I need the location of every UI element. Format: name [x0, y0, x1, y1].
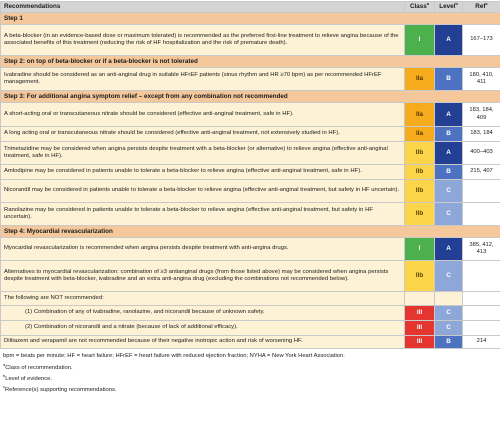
level-badge: B — [435, 127, 463, 142]
class-badge: III — [405, 336, 435, 349]
table-row — [1, 306, 500, 321]
step-title: Step 4: Myocardial revascularization — [1, 226, 500, 238]
step-header-1 — [1, 13, 500, 25]
reference-cell: 214 — [463, 336, 500, 349]
recommendation-text: Nicorandil may be considered in patients unable to tolerate a beta-blocker to relieve angina (effective anti-anginal treatment, but safety in HF uncertain). — [1, 180, 405, 203]
recommendation-text: (2) Combination of nicorandil and a nitrate (because of lack of additional efficacy). — [1, 321, 405, 336]
header-level: Level$^b$ — [435, 2, 463, 13]
table-row — [1, 127, 500, 142]
footnote-b: $^b$Level of evidence. — [3, 372, 52, 382]
reference-cell: 385, 412, 413 — [463, 238, 500, 261]
table-row — [1, 203, 500, 226]
recommendation-text: (1) Combination of any of ivabradine, ranolazine, and nicorandil because of unknown safety. — [1, 306, 405, 321]
reference-cell: 215, 407 — [463, 165, 500, 180]
step-header-3 — [1, 91, 500, 103]
recommendation-text: Trimetazidine may be considered when angina persists despite treatment with a beta-blocker (or alternative) to relieve angina (effective anti-anginal treatment, safe in HF). — [1, 142, 405, 165]
step-title: Step 1 — [1, 13, 500, 25]
level-badge: A — [435, 238, 463, 261]
class-badge: I — [405, 238, 435, 261]
class-badge: I — [405, 25, 435, 56]
table-row — [1, 103, 500, 127]
class-badge: IIa — [405, 127, 435, 142]
table-row — [1, 238, 500, 261]
level-badge: A — [435, 25, 463, 56]
table-footnotes — [0, 349, 500, 395]
class-badge: IIb — [405, 165, 435, 180]
reference-cell — [463, 292, 500, 306]
recommendation-text: Diltiazem and verapamil are not recommended because of their negative inotropic action and risk of worsening HF. — [1, 336, 405, 349]
level-badge: B — [435, 165, 463, 180]
level-badge: A — [435, 142, 463, 165]
step-header-2 — [1, 56, 500, 68]
reference-cell: 180, 410, 411 — [463, 68, 500, 91]
class-badge: IIb — [405, 261, 435, 292]
table-header-row — [1, 2, 500, 13]
reference-cell: 400–403 — [463, 142, 500, 165]
reference-cell — [463, 203, 500, 226]
step-title: Step 2: on top of beta-blocker or if a beta-blocker is not tolerated — [1, 56, 500, 68]
class-badge: IIa — [405, 103, 435, 127]
header-recommendations: Recommendations — [1, 2, 405, 13]
reference-cell: 183, 184 — [463, 127, 500, 142]
table-row — [1, 68, 500, 91]
table-row — [1, 142, 500, 165]
recommendation-text: Amlodipine may be considered in patients unable to tolerate a beta-blocker to relieve angina (effective anti-anginal treatment, safe in HF). — [1, 165, 405, 180]
class-badge: IIb — [405, 180, 435, 203]
class-badge: III — [405, 306, 435, 321]
recommendation-text: Ivabradine should be considered as an anti-anginal drug in suitable HFrEF patients (sinus rhythm and HR ≥70 bpm) as per recommended HFrEF management. — [1, 68, 405, 91]
reference-cell: 183, 184, 409 — [463, 103, 500, 127]
reference-cell: 167–173 — [463, 25, 500, 56]
level-badge: B — [435, 68, 463, 91]
abbreviations-note: bpm = beats per minute; HF = heart failure; HFrEF = heart failure with reduced ejection fraction; NYHA = New York Heart Association. — [3, 353, 345, 359]
recommendation-text: The following are NOT recommended: — [1, 292, 405, 306]
header-ref: Ref$^c$ — [463, 2, 500, 13]
footnote-c: $^c$Reference(s) supporting recommendations. — [3, 384, 117, 394]
recommendations-table — [0, 1, 500, 349]
level-badge: C — [435, 321, 463, 336]
class-cell-empty — [405, 292, 435, 306]
level-badge: C — [435, 180, 463, 203]
recommendation-text: A short-acting oral or transcutaneous nitrate should be considered (effective anti-anginal treatment, safe in HF). — [1, 103, 405, 127]
recommendation-text: Myocardial revascularization is recommended when angina persists despite treatment with anti-angina drugs. — [1, 238, 405, 261]
class-badge: IIb — [405, 142, 435, 165]
recommendation-text: A long acting oral or transcutaneous nitrate should be considered (effective anti-anginal treatment, not extensively studied in HF). — [1, 127, 405, 142]
recommendation-text: A beta-blocker (in an evidence-based dose or maximum tolerated) is recommended as the preferred first-line treatment to relieve angina because of the associated benefits of this treatment (reducing the risk of HF hospitalization and the risk of premature death). — [1, 25, 405, 56]
table-row — [1, 261, 500, 292]
level-badge: B — [435, 336, 463, 349]
reference-cell — [463, 261, 500, 292]
table-row — [1, 165, 500, 180]
table-row — [1, 292, 500, 306]
recommendation-text: Alternatives to myocardial revascularization: combination of ≥3 antianginal drugs (from those listed above) may be considered when angina persists despite treatment with beta-blocker, ivabradine and an extra anti-angina drug (excluding the combinations not recommended below). — [1, 261, 405, 292]
step-header-4 — [1, 226, 500, 238]
table-row — [1, 321, 500, 336]
step-title: Step 3: For additional angina symptom relief – except from any combination not recommended — [1, 91, 500, 103]
level-badge: C — [435, 306, 463, 321]
table-row — [1, 25, 500, 56]
level-cell-empty — [435, 292, 463, 306]
reference-cell — [463, 306, 500, 321]
class-badge: IIa — [405, 68, 435, 91]
header-class: Class$^a$ — [405, 2, 435, 13]
level-badge: C — [435, 203, 463, 226]
level-badge: C — [435, 261, 463, 292]
reference-cell — [463, 180, 500, 203]
table-row — [1, 336, 500, 349]
footnote-a: $^a$Class of recommendation. — [3, 361, 73, 371]
class-badge: IIb — [405, 203, 435, 226]
reference-cell — [463, 321, 500, 336]
level-badge: A — [435, 103, 463, 127]
table-row — [1, 180, 500, 203]
class-badge: III — [405, 321, 435, 336]
recommendation-text: Ranolazine may be considered in patients unable to tolerate a beta-blocker to relieve angina (effective anti-anginal treatment, but safety in HF uncertain). — [1, 203, 405, 226]
